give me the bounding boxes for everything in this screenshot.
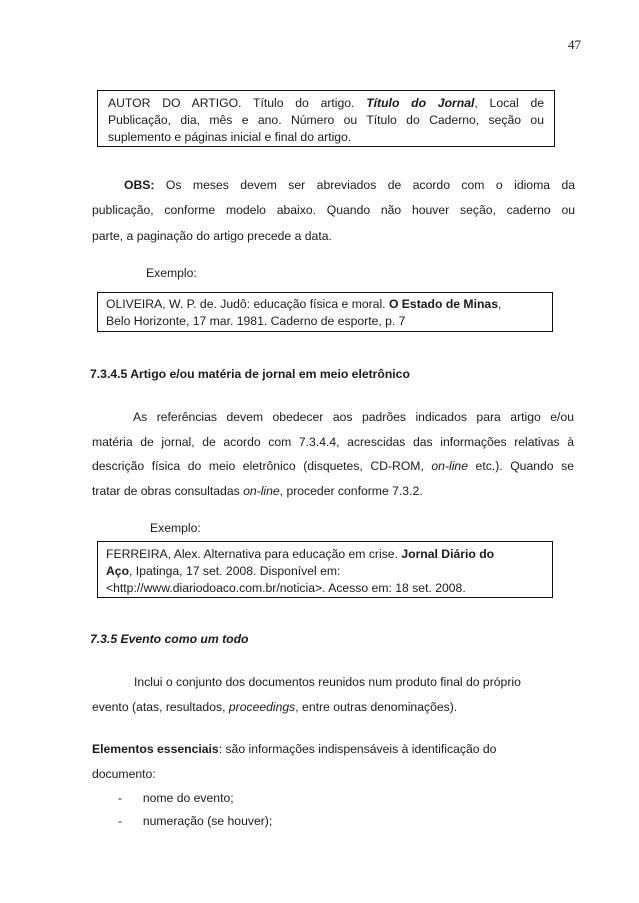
- text: : são informações indispensáveis à identificação do: [218, 742, 497, 756]
- obs-line-3: parte, a paginação do artigo precede a data.: [92, 229, 332, 243]
- paragraph-line: documento:: [92, 767, 156, 781]
- obs-line-2: publicação, conforme modelo abaixo. Quando não houver seção, caderno ou: [92, 203, 575, 217]
- box-line: [108, 95, 544, 112]
- newspaper-title: Aço: [106, 564, 130, 578]
- newspaper-title: Jornal Diário do: [401, 547, 495, 561]
- page-number: 47: [568, 37, 581, 52]
- text-italic: on-line: [431, 459, 468, 473]
- box-line: [106, 296, 544, 313]
- example-reference-box: [97, 292, 553, 332]
- box-text: ,: [497, 297, 502, 311]
- box-line: Belo Horizonte, 17 mar. 1981. Caderno de esporte, p. 7: [106, 314, 406, 328]
- box-line: Publicação, dia, mês e ano. Número ou Título do Caderno, seção ou: [108, 113, 544, 127]
- reference-format-box: [97, 90, 555, 147]
- section-heading: 7.3.5 Evento como um todo: [90, 632, 249, 646]
- list-item: [118, 791, 234, 805]
- list-item-text: numeração (se houver);: [142, 814, 273, 828]
- paragraph-line: [92, 459, 574, 473]
- text: , entre outras denominações).: [295, 700, 458, 714]
- box-text: OLIVEIRA, W. P. de. Judô: educação física e moral.: [106, 297, 389, 311]
- newspaper-title: O Estado de Minas: [388, 297, 498, 311]
- list-item-text: nome do evento;: [142, 791, 234, 805]
- journal-title-label: Título do Jornal: [366, 96, 475, 110]
- box-text: AUTOR DO ARTIGO. Título do artigo.: [108, 96, 355, 110]
- section-heading: 7.3.4.5 Artigo e/ou matéria de jornal em meio eletrônico: [90, 367, 410, 381]
- obs-text: Os meses devem ser abreviados de acordo com o idioma da: [165, 178, 576, 192]
- paragraph-line: [92, 742, 496, 756]
- text: evento (atas, resultados,: [92, 700, 229, 714]
- obs-label: OBS:: [124, 178, 155, 192]
- paragraph-line: matéria de jornal, de acordo com 7.3.4.4, acrescidas das informações relativas à: [92, 435, 574, 449]
- bullet-marker: -: [118, 791, 123, 805]
- box-line: <http://www.diariodoaco.com.br/noticia>. Acesso em: 18 set. 2008.: [106, 581, 466, 595]
- box-line: suplemento e páginas inicial e final do artigo.: [108, 130, 352, 144]
- paragraph-line: As referências devem obedecer aos padrões indicados para artigo e/ou: [133, 410, 574, 424]
- text-italic: on-line: [243, 484, 280, 498]
- paragraph-line: [92, 700, 457, 714]
- box-text: FERREIRA, Alex. Alternativa para educação em crise.: [106, 547, 402, 561]
- paragraph-line: [92, 484, 423, 498]
- example-label: Exemplo:: [150, 521, 201, 535]
- text: , proceder conforme 7.3.2.: [279, 484, 423, 498]
- box-text: , Ipatinga, 17 set. 2008. Disponível em:: [129, 564, 341, 578]
- bullet-marker: -: [118, 814, 123, 828]
- list-item: [118, 814, 272, 828]
- box-text: , Local de: [474, 96, 544, 110]
- paragraph-line: Inclui o conjunto dos documentos reunidos num produto final do próprio: [134, 675, 521, 689]
- example-label: Exemplo:: [146, 266, 197, 280]
- text: tratar de obras consultadas: [92, 484, 244, 498]
- text: descrição física do meio eletrônico (disquetes, CD-ROM,: [92, 459, 432, 473]
- text: etc.). Quando se: [468, 459, 574, 473]
- box-line: [106, 546, 544, 563]
- text-italic: proceedings: [228, 700, 296, 714]
- obs-line-1: [124, 178, 575, 192]
- box-line: [106, 563, 544, 580]
- essentials-label: Elementos essenciais: [92, 742, 219, 756]
- example-reference-box: [97, 541, 553, 598]
